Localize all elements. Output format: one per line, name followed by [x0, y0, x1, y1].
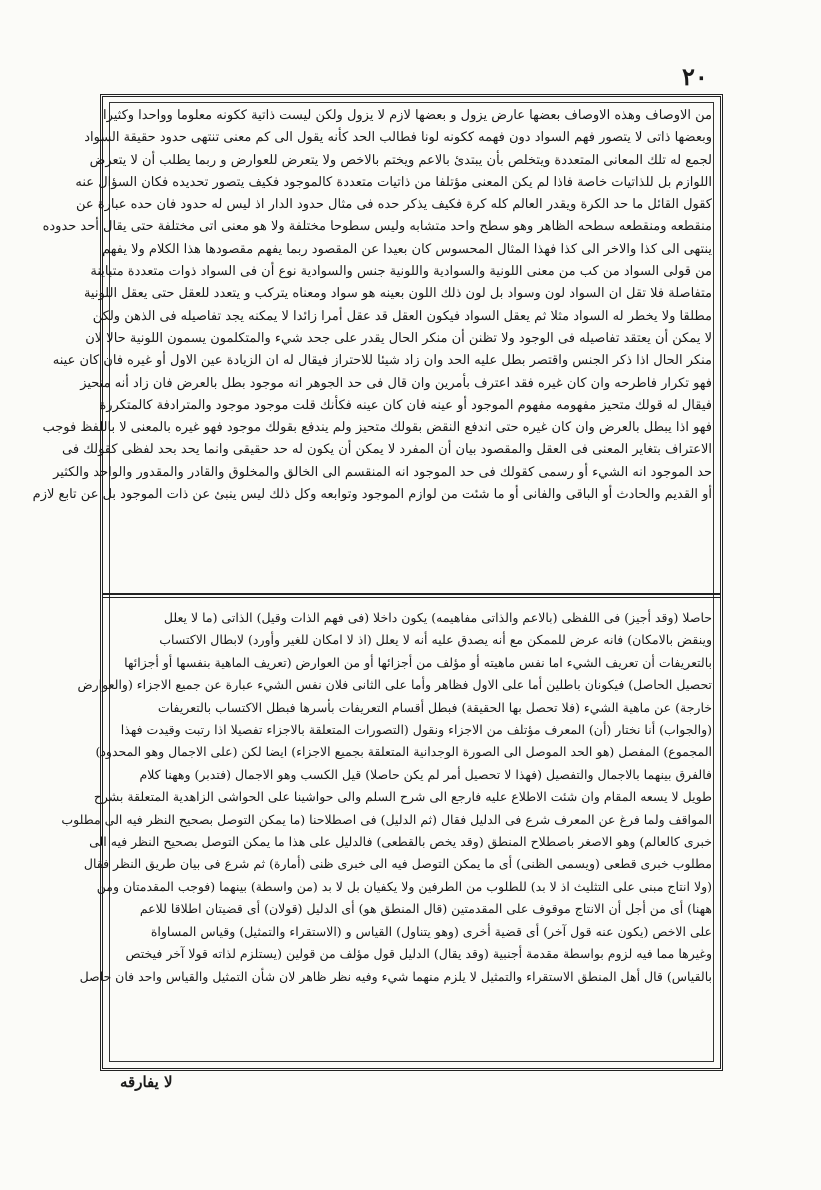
- main-text-line: فهو اذا يبطل بالعرض وان كان غيره حتى اندفع النقض بقولك متحيز ولم يندفع بقولك موجود فهو غيره بالمعنى لا باللفظ فوجب: [42, 420, 712, 436]
- commentary-line: خبرى كالعالم) وهو الاصغر باصطلاح المنطق (وقد يخص بالقطعى) فالدليل على هذا ما يمكن التوصل بصحيح النظر فيه الى: [89, 834, 712, 850]
- main-text-line: من قولى السواد من كب من معنى اللونية والسوادية واللونية جنس والسوادية نوع أن فى السواد ذوات متعددة متباينة: [90, 264, 712, 280]
- section-divider: [103, 593, 720, 595]
- commentary-line: خارجة) عن ماهية الشيء (فلا تحصل بها الحقيقة) فبطل أقسام التعريفات بأسرها فبطل الاكتساب بالتعريفات: [157, 699, 712, 715]
- page-frame: [32, 94, 723, 1071]
- commentary-line: بالتعريفات أن تعريف الشيء اما نفس ماهيته أو مؤلف من أجزائها أو من العوارض (تعريف الماهية بنفسها أو أجزائها: [124, 654, 712, 670]
- main-text-line: فهو تكرار فاطرحه وان كان غيره فقد اعترف بأمرين وان قال فى حد الجوهر انه موجود بطل بالعرض فان زاد أنه متحيز: [80, 375, 712, 391]
- catchword: لا يفارقه: [120, 1073, 173, 1091]
- commentary-text: [61, 607, 712, 1059]
- main-text-line: حد الموجود انه الشيء أو رسمى كقولك فى حد الموجود انه المنقسم الى الخالق والمخلوق والقادر والمقدور والواحد والكثير: [53, 464, 712, 480]
- main-text-line: الاعتراف بتغاير المعنى فى العقل والمقصود بيان أن المفرد لا يمكن أن يكون له حد حقيقى وانما يحد بحد لفظى كقولك فى: [61, 442, 712, 458]
- section-divider-inner: [103, 597, 720, 598]
- main-text-line: أو القديم والحادث أو الباقى والفانى أو ما شئت من لوازم الموجود وتوابعه وكل ذلك ليس ينبئ عن ذات الموجود بل عن تابع لازم: [32, 487, 712, 503]
- commentary-line: (ولا انتاج مبنى على التثليث اذ لا بد) للطلوب من الطرفين ولا يكفيان بل لا بد (من واسطة) بينهما (فوجب المقدمتان ومن: [96, 878, 712, 894]
- main-text-line: اللوازم بل للذاتيات خاصة فاذا لم يكن المعنى مؤتلفا من ذاتيات متعددة كالموجود فكيف يتصور تحديده فكان السؤال عنه: [75, 174, 712, 190]
- main-text-line: لا يمكن أن يعتقد تفاصيله فى الوجود ولا تظنن أن منكر الحال يقدر على جحد شيء والمتكلمون يسمون اللونية حالا لان: [85, 330, 712, 346]
- commentary-line: مطلوب خبرى قطعى (ويسمى الظنى) أى ما يمكن التوصل فيه الى خبرى ظنى (أمارة) ثم شرع فى بيان طريق النظر فقال: [83, 856, 712, 872]
- main-text-line: فيقال له قولك متحيز مفهومه مفهوم الموجود أو عينه فان كان عينه فكأنك قلت موجود موجود والمترادفة كالمتكررة: [99, 397, 712, 413]
- commentary-line: تحصيل الحاصل) فيكونان باطلين أما على الاول فظاهر وأما على الثانى فلان نفس الشيء عبارة عن جميع الاجزاء (والعوارض: [77, 677, 712, 693]
- commentary-line: ههنا) أى من أجل أن الانتاج موقوف على المقدمتين (قال المنطق هو) أى الدليل (قولان) أى قضيتان اطلاقا للاعم: [139, 901, 712, 917]
- main-text-line: من الاوصاف وهذه الاوصاف بعضها عارض يزول و بعضها لازم لا يزول ولكن ليست ذاتية ككونه معلوما وواحدا وكثيرا: [102, 108, 712, 123]
- page-number: ٢٠: [682, 62, 708, 91]
- commentary-line: على الاخص (يكون عنه قول آخر) أى قضية أخرى (وهو يتناول) القياس و (الاستقراء والتمثيل) وقياس المساواة: [150, 923, 712, 939]
- main-text-line: ينتهى الى كذا والاخر الى كذا فهذا المثال المحسوس كان بعيدا عن المقصود ربما يفهم مقصودها هذا الكلام ولا يفهم: [102, 241, 712, 257]
- main-text-line: منكر الحال اذا ذكر الجنس واقتصر بطل عليه الحد وان زاد شيئا للاحتراز فيقال له ان الزيادة عين الاول أو غيره فان كان عينه: [52, 353, 712, 369]
- commentary-line: بالقياس) قال أهل المنطق الاستقراء والتمثيل لا يلزم منهما شيء وفيه نظر ظاهر لان شأن التمثيل والقياس واحد فان حاصل: [79, 968, 712, 984]
- main-text-line: متفاصلة فلا تقل ان السواد لون وسواد بل لون ذلك اللون بعينه هو سواد ومعناه يتركب و يتعدد للعقل حتى يعقل اللونية: [83, 286, 712, 302]
- commentary-line: فالفرق بينهما بالاجمال والتفصيل (فهذا لا تحصيل أمر لم يكن حاصلا) قيل الكسب وهو الاجمال (فتدبر) وههنا كلام: [139, 766, 712, 782]
- main-text-line: مطلقا ولا يخطر له السواد مثلا ثم يعقل السواد فيكون العقل قد عقل أمرا زائدا لا يمكنه يجد تفاصيله فى الذهن ولكن: [92, 308, 712, 324]
- main-text: [32, 105, 712, 587]
- main-text-line: لجمع له تلك المعانى المتعددة ويتخلص بأن يبتدئ بالاعم ويختم بالاخص ولا يتعرض للعوارض و ربما يطلب أن لا يتعرض: [89, 152, 712, 168]
- commentary-line: وينقض بالامكان) فانه عرض للممكن مع أنه يصدق عليه أنه لا يعلل (اذ لا امكان للغير وأورد) لابطال الاكتساب: [159, 632, 712, 648]
- commentary-line: المواقف ولما فرغ عن المعرف شرع فى الدليل فقال (ثم الدليل) فى اصطلاحنا (ما يمكن التوصل بصحيح النظر فيه الى مطلوب: [61, 811, 712, 827]
- main-text-line: منقطعه ومنقطعه سطحه الظاهر وهو سطح واحد متشابه وليس سطوحا مختلفة ولا هو معنى اتى مختلفة حتى يقال أحد حدوده: [42, 219, 712, 235]
- commentary-line: طويل لا يسعه المقام وان شئت الاطلاع عليه فارجع الى شرح السلم والى حواشينا على الحواشى الزاهدية المتعلقة بشرح: [93, 789, 712, 805]
- commentary-line: وغيرها مما فيه لزوم بواسطة مقدمة أجنبية (وقد يقال) الدليل قول مؤلف من قولين (يستلزم لذاته قولا آخر فيختص: [125, 946, 712, 962]
- main-text-line: وبعضها ذاتى لا يتصور فهم السواد دون فهمه ككونه لونا فطالب الحد كأنه يقول الى كم معنى تنتهى حدود حقيقة السواد: [84, 130, 712, 146]
- commentary-line: المجموع) المفصل (هو الحد الموصل الى الصورة الوجدانية المتعلقة بجميع الاجزاء) ايضا لكن (على الاجمال وهو المحدود): [95, 744, 712, 760]
- commentary-line: حاصلا (وقد أجيز) فى اللفظى (بالاعم والذاتى مفاهيمه) يكون داخلا (فى فهم الذات وقيل) الذاتى (ما لا يعلل: [163, 610, 712, 625]
- commentary-line: (والجواب) أنا نختار (أن) المعرف مؤتلف من الاجزاء ونقول (التصورات المتعلقة بالاجزاء تفصيلا اذا رتبت وقيدت فهذا: [120, 722, 712, 738]
- main-text-line: كقول القائل ما حد الكرة ويقدر العالم كله كرة فكيف يذكر حده فى مثال حدود الدار اذ ليس له حدود فان حده عبارة عن: [76, 197, 712, 213]
